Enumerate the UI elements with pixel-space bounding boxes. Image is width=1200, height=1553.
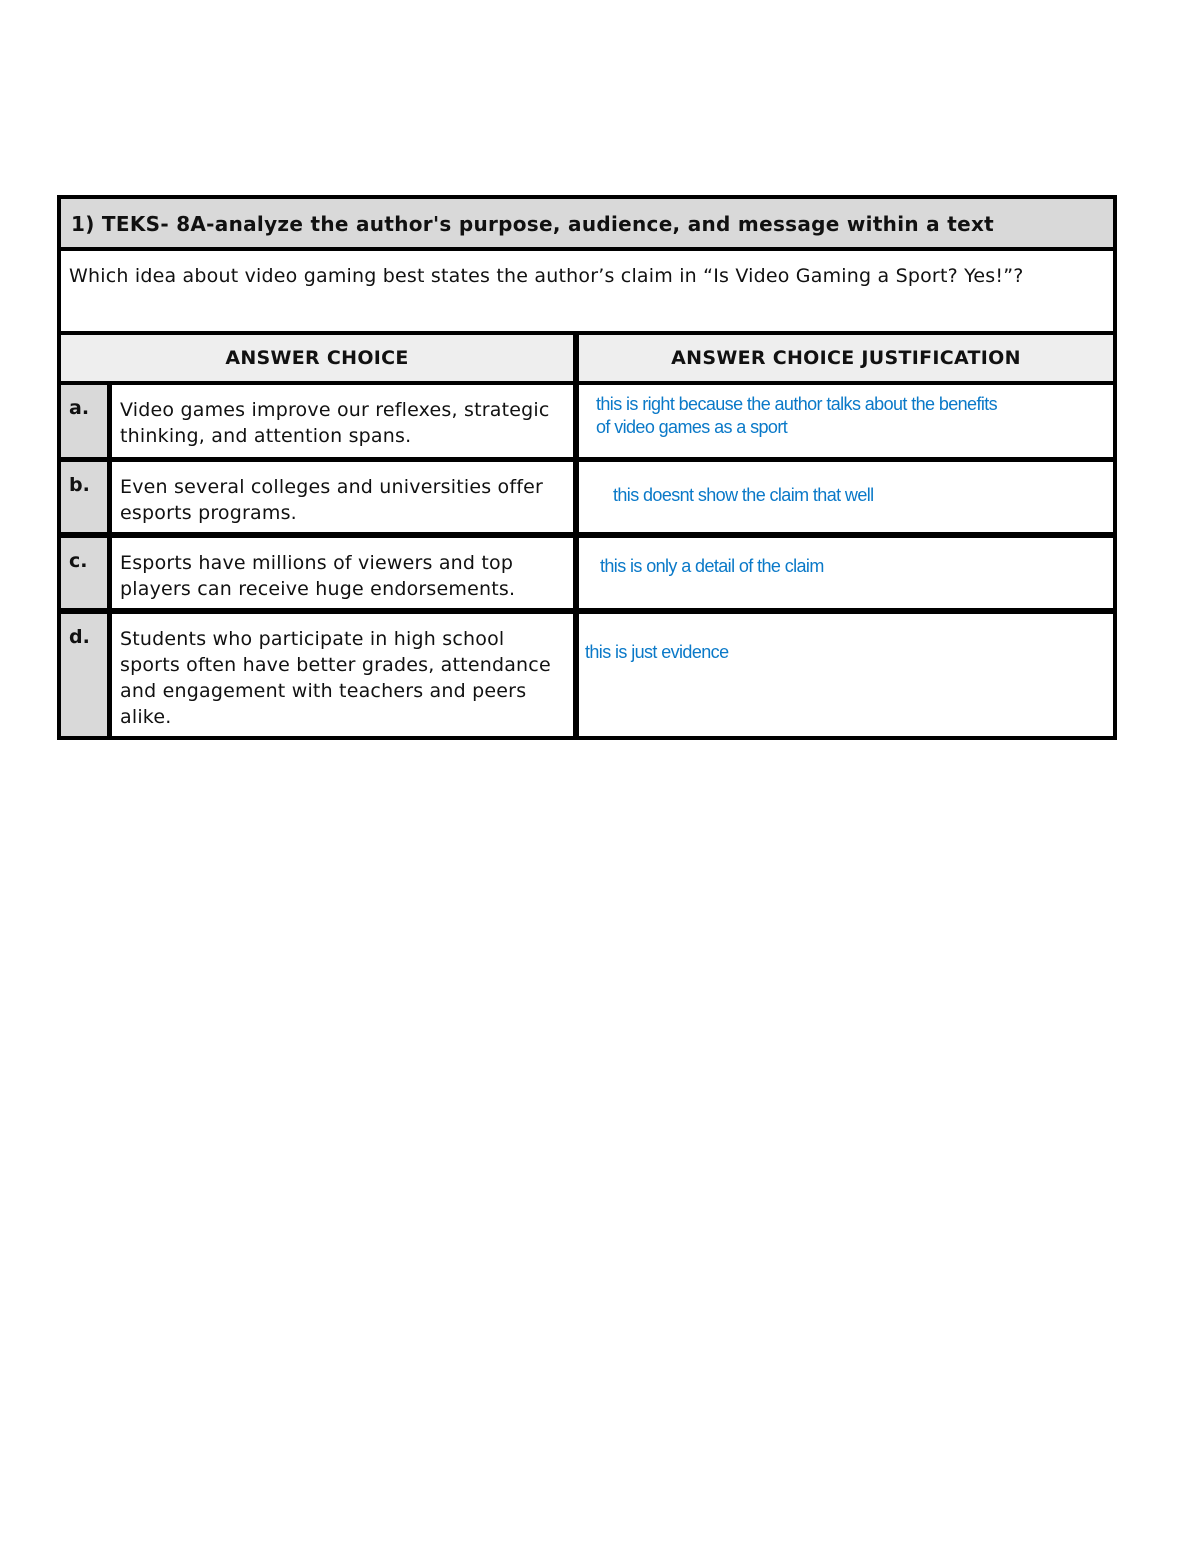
choice-letter-d: d. [61,614,107,736]
justification-cell-c[interactable] [579,538,1113,608]
justification-cell-a[interactable] [579,385,1113,457]
justification-text-c: this is only a detail of the claim [600,556,824,576]
question-prompt: Which idea about video gaming best states the author’s claim in “Is Video Gaming a Sport? Yes!”? [61,251,1113,331]
justification-text-d: this is just evidence [585,642,729,662]
choice-text-a: Video games improve our reflexes, strategic thinking, and attention spans. [112,385,573,457]
choice-letter-c: c. [61,538,107,608]
justification-cell-b[interactable] [579,462,1113,532]
answer-choice-header: ANSWER CHOICE [61,335,573,381]
choice-text-c: Esports have millions of viewers and top players can receive huge endorsements. [112,538,573,608]
justification-header: ANSWER CHOICE JUSTIFICATION [579,335,1113,381]
justification-text-a: this is right because the author talks about the benefits of video games as a sport [596,394,998,437]
choice-letter-b: b. [61,462,107,532]
justification-cell-d[interactable] [579,614,1113,736]
choice-text-d: Students who participate in high school sports often have better grades, attendance and engagement with teachers and peers alike. [112,614,573,736]
choice-text-b: Even several colleges and universities offer esports programs. [112,462,573,532]
choice-letter-a: a. [61,385,107,457]
justification-text-b: this doesnt show the claim that well [613,485,874,505]
question-table [57,195,1117,740]
teks-title: 1) TEKS- 8A-analyze the author's purpose, audience, and message within a text [61,199,1113,247]
